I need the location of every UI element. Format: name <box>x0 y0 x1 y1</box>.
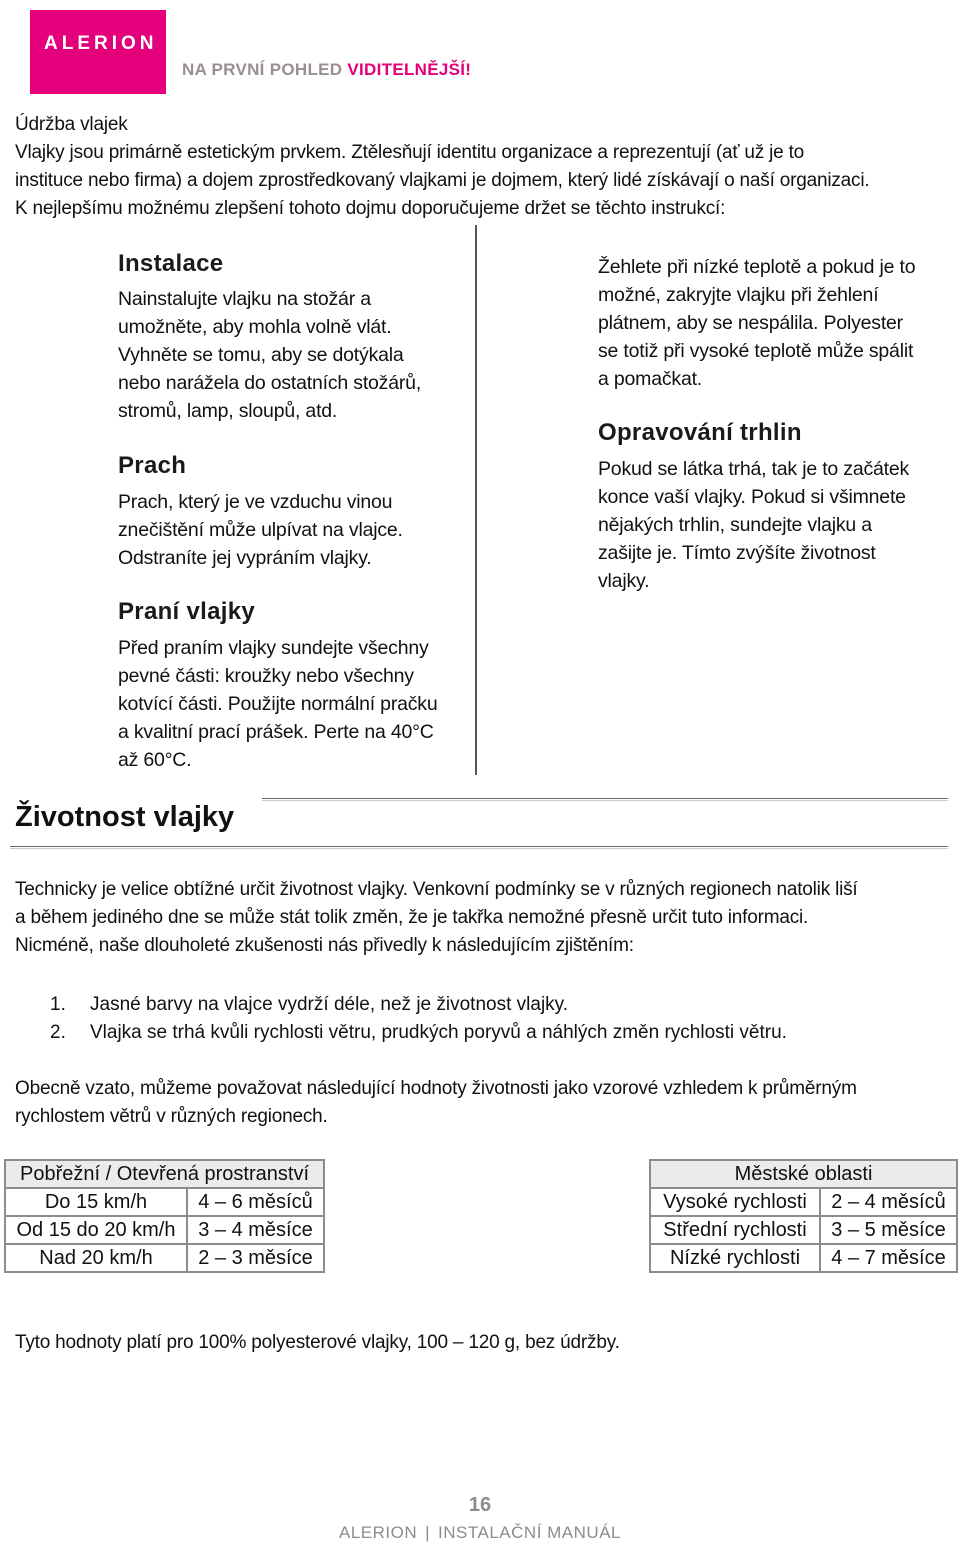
footer-separator: | <box>425 1523 431 1542</box>
text-line: Nainstalujte vlajku na stožár a <box>118 288 371 310</box>
list-text: Vlajka se trhá kvůli rychlosti větru, prudkých poryvů a náhlých změn rychlosti větru. <box>90 1022 787 1043</box>
table-cell: Nad 20 km/h <box>5 1244 187 1272</box>
logo-text: ALERION <box>44 33 158 54</box>
table-cell: 4 – 6 měsíců <box>187 1188 324 1216</box>
text-line: Před praním vlajky sundejte všechny <box>118 637 429 659</box>
installation-text <box>118 285 421 425</box>
intro-line-2: instituce nebo firma) a dojem zprostředkovaný vlajkami je dojmem, který lidé získávají o naší organizaci. <box>15 170 870 191</box>
text-line: Nicméně, naše dlouholeté zkušenosti nás přivedly k následujícím zjištěním: <box>15 935 634 956</box>
section-rule-bottom <box>10 846 948 847</box>
page-number: 16 <box>468 1494 492 1516</box>
table-cell: Do 15 km/h <box>5 1188 187 1216</box>
tagline <box>182 60 471 80</box>
text-line: Technicky je velice obtížné určit životnost vlajky. Venkovní podmínky se v různých regionech natolik liší <box>15 879 858 900</box>
text-line: znečištění může ulpívat na vlajce. <box>118 519 403 541</box>
text-line: kotvící části. Použijte normální pračku <box>118 693 438 715</box>
table-header: Pobřežní / Otevřená prostranství <box>5 1160 324 1188</box>
washing-text <box>118 634 438 774</box>
table-row <box>5 1188 324 1216</box>
footer-title: INSTALAČNÍ MANUÁL <box>438 1523 621 1542</box>
table-cell: 2 – 4 měsíců <box>820 1188 957 1216</box>
table-row <box>650 1188 957 1216</box>
column-divider <box>475 225 477 775</box>
table-cell: Od 15 do 20 km/h <box>5 1216 187 1244</box>
table-row <box>5 1216 324 1244</box>
text-line: nebo narážela do ostatních stožárů, <box>118 372 422 394</box>
list-number: 2. <box>50 1022 66 1043</box>
footnote: Tyto hodnoty platí pro 100% polyesterové vlajky, 100 – 120 g, bez údržby. <box>15 1332 620 1353</box>
text-line: a během jediného dne se může stát tolik změn, že je takřka nemožné přesně určit tuto informaci. <box>15 907 809 928</box>
list-number: 1. <box>50 994 66 1015</box>
text-line: až 60°C. <box>118 749 192 771</box>
lifespan-paragraph-2 <box>15 1075 857 1131</box>
text-line: Obecně vzato, můžeme považovat následující hodnoty životnosti jako vzorové vzhledem k průměrným <box>15 1078 857 1099</box>
table-cell: 3 – 4 měsíce <box>187 1216 324 1244</box>
repair-text <box>598 455 909 595</box>
list-text: Jasné barvy na vlajce vydrží déle, než je životnost vlajky. <box>90 994 569 1015</box>
table-cell: 4 – 7 měsíce <box>820 1244 957 1272</box>
text-line: stromů, lamp, sloupů, atd. <box>118 400 338 422</box>
footer-brand: ALERION <box>338 1523 418 1542</box>
lifespan-paragraph-1 <box>15 876 858 960</box>
table-row <box>650 1244 957 1272</box>
section-title: Životnost vlajky <box>15 801 235 833</box>
heading-installation: Instalace <box>118 250 224 277</box>
heading-dust: Prach <box>118 452 187 479</box>
text-line: Prach, který je ve vzduchu vinou <box>118 491 393 513</box>
dust-text <box>118 488 403 572</box>
table-cell: Střední rychlosti <box>650 1216 820 1244</box>
text-line: Žehlete při nízké teplotě a pokud je to <box>598 256 916 278</box>
urban-lifespan-table <box>649 1159 958 1273</box>
text-line: Vyhněte se tomu, aby se dotýkala <box>118 344 404 366</box>
heading-repair: Opravování trhlin <box>598 419 802 446</box>
table-row <box>5 1160 324 1188</box>
section-rule-top <box>262 798 948 799</box>
table-header: Městské oblasti <box>650 1160 957 1188</box>
heading-washing: Praní vlajky <box>118 598 256 625</box>
list-item <box>0 991 960 1019</box>
text-line: pevné části: kroužky nebo všechny <box>118 665 414 687</box>
table-cell: Vysoké rychlosti <box>650 1188 820 1216</box>
text-line: umožněte, aby mohla volně vlát. <box>118 316 392 338</box>
text-line: Odstraníte jej vypráním vlajky. <box>118 547 372 569</box>
text-line: plátnem, aby se nespálila. Polyester <box>598 312 903 334</box>
text-line: rychlostem větrů v různých regionech. <box>15 1106 328 1127</box>
intro-line-1: Vlajky jsou primárně estetickým prvkem. Ztělesňují identitu organizace a reprezentují (ať už je to <box>15 142 805 163</box>
intro-line-3: K nejlepšímu možnému zlepšení tohoto dojmu doporučujeme držet se těchto instrukcí: <box>15 198 726 219</box>
text-line: možné, zakryjte vlajku při žehlení <box>598 284 879 306</box>
text-line: zašijte je. Tímto zvýšíte životnost <box>598 542 876 564</box>
text-line: Pokud se látka trhá, tak je to začátek <box>598 458 910 480</box>
coastal-lifespan-table <box>4 1159 325 1273</box>
text-line: a pomačkat. <box>598 368 703 390</box>
tagline-part-a: NA PRVNÍ POHLED <box>182 60 343 79</box>
text-line: nějakých trhlin, sundejte vlajku a <box>598 514 872 536</box>
text-line: konce vaší vlajky. Pokud si všimnete <box>598 486 906 508</box>
intro-title: Údržba vlajek <box>15 114 128 135</box>
list-item <box>0 1019 960 1047</box>
tagline-part-b: VIDITELNĚJŠÍ! <box>347 60 472 79</box>
footer-text <box>0 1523 960 1543</box>
table-cell: Nízké rychlosti <box>650 1244 820 1272</box>
table-cell: 2 – 3 měsíce <box>187 1244 324 1272</box>
table-row <box>650 1216 957 1244</box>
table-cell: 3 – 5 měsíce <box>820 1216 957 1244</box>
text-line: se totiž při vysoké teplotě může spálit <box>598 340 914 362</box>
ironing-text <box>598 253 915 393</box>
text-line: a kvalitní prací prášek. Perte na 40°C <box>118 721 434 743</box>
table-row <box>5 1244 324 1272</box>
table-row <box>650 1160 957 1188</box>
text-line: vlajky. <box>598 570 650 592</box>
